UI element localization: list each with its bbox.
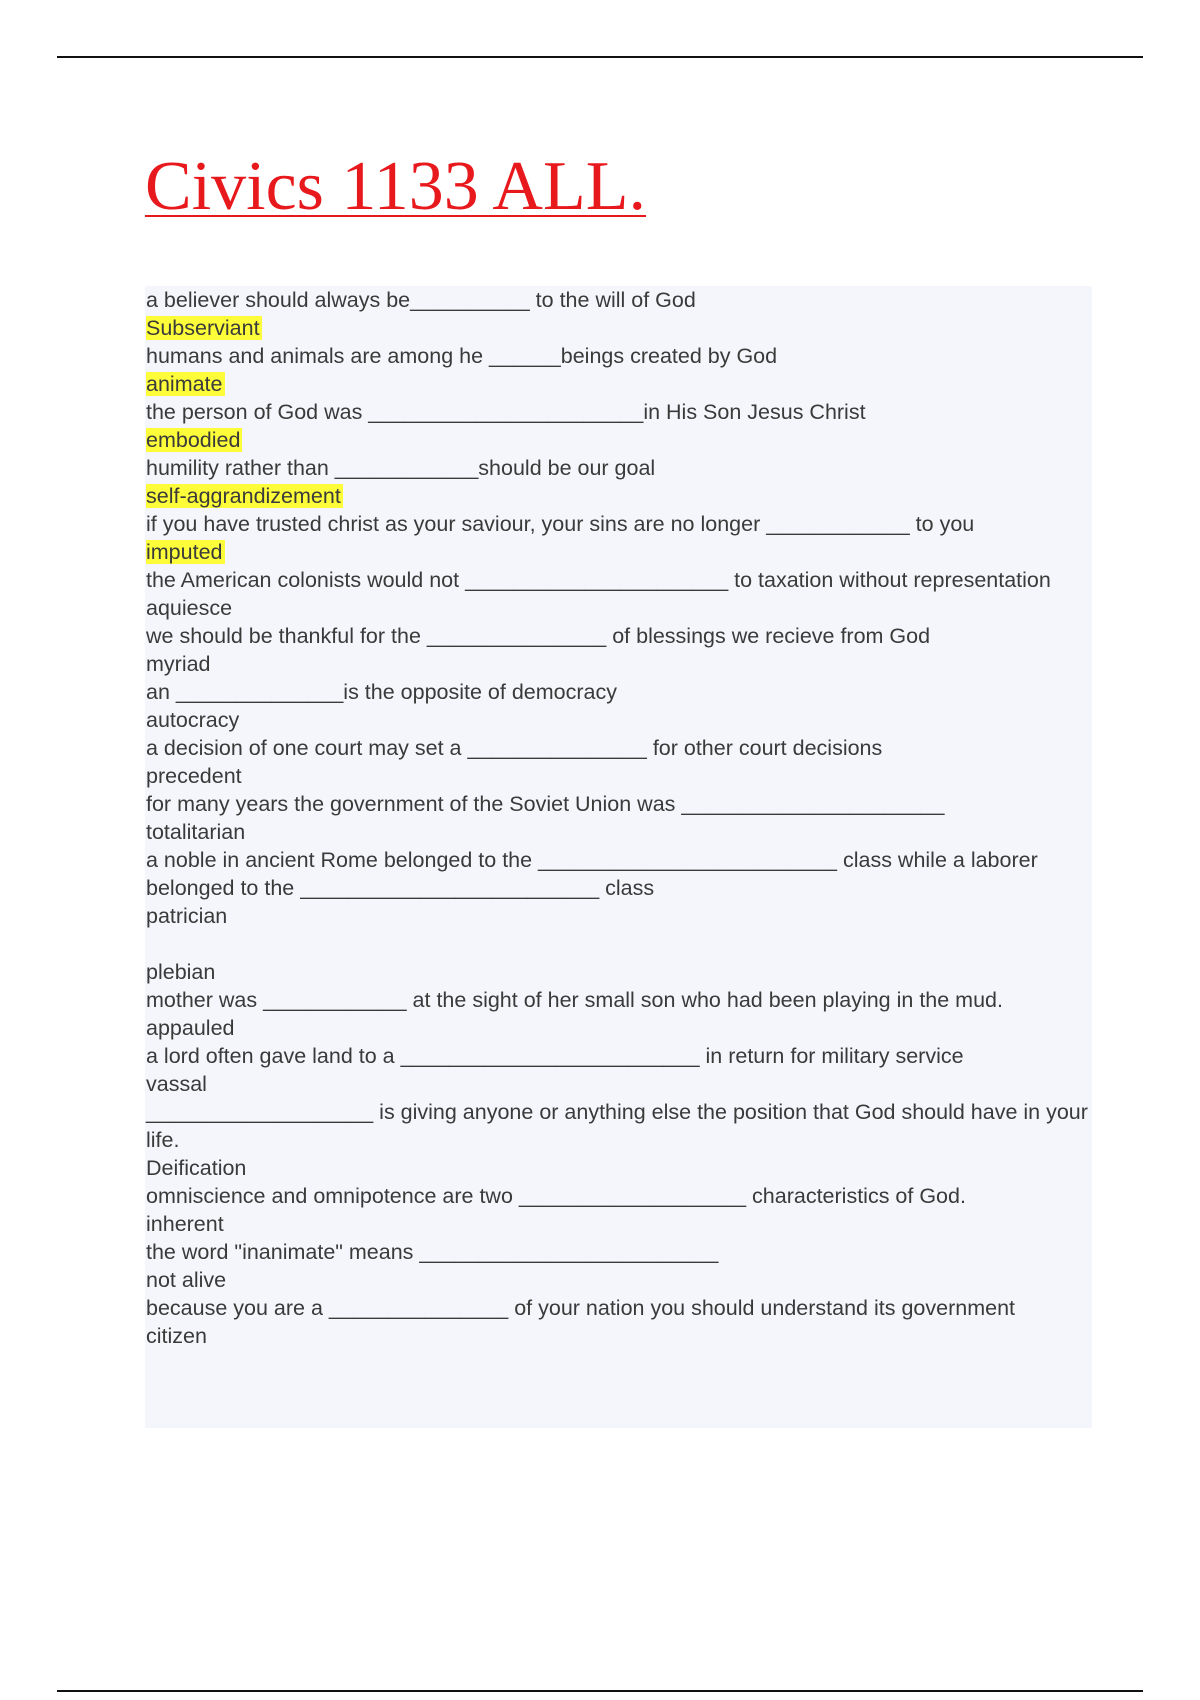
question-text: a lord often gave land to a _________________________ in return for military service (146, 1044, 964, 1068)
question-text: humans and animals are among he ______beings created by God (146, 344, 778, 368)
answer-text: myriad (146, 652, 211, 676)
answer-text: aquiesce (146, 596, 233, 620)
answer-text: patrician (146, 904, 228, 928)
question-text: an ______________is the opposite of democracy (146, 680, 617, 704)
question-text: ___________________ is giving anyone or anything else the position that God should have in your life. (146, 1100, 1094, 1152)
answer-text: vassal (146, 1072, 207, 1096)
top-rule (57, 56, 1143, 58)
highlighted-answer: animate (146, 372, 223, 396)
question-text: the American colonists would not ______________________ to taxation without representation (146, 568, 1051, 592)
bottom-rule (57, 1690, 1143, 1692)
highlighted-answer: imputed (146, 540, 223, 564)
answer-text: Deification (146, 1156, 247, 1180)
answer-text: inherent (146, 1212, 224, 1236)
question-text: for many years the government of the Soviet Union was ______________________ (146, 792, 945, 816)
question-text: because you are a _______________ of your nation you should understand its government (146, 1296, 1015, 1320)
highlighted-answer: self-aggrandizement (146, 484, 341, 508)
document-title: Civics 1133 ALL. (145, 148, 647, 225)
answer-text (146, 370, 1092, 398)
question-text: humility rather than ____________should be our goal (146, 456, 656, 480)
question-text: a believer should always be__________ to the will of God (146, 288, 696, 312)
answer-text: autocracy (146, 708, 240, 732)
highlighted-answer: Subserviant (146, 316, 260, 340)
answer-text: totalitarian (146, 820, 246, 844)
highlighted-answer: embodied (146, 428, 241, 452)
question-text: a noble in ancient Rome belonged to the _________________________ class while a laborer belonged to the _________________________ class (146, 848, 1044, 900)
answer-text: appauled (146, 1016, 235, 1040)
spacer (146, 930, 1092, 958)
question-text: mother was ____________ at the sight of her small son who had been playing in the mud. (146, 988, 1003, 1012)
answer-text (146, 482, 1092, 510)
qa-content (145, 286, 1092, 1350)
answer-text: citizen (146, 1324, 207, 1348)
answer-text (146, 426, 1092, 454)
answer-text: plebian (146, 960, 216, 984)
question-text: omniscience and omnipotence are two ___________________ characteristics of God. (146, 1184, 966, 1208)
answer-text (146, 314, 1092, 342)
question-text: the person of God was _______________________in His Son Jesus Christ (146, 400, 866, 424)
question-text: if you have trusted christ as your saviour, your sins are no longer ____________ to you (146, 512, 975, 536)
answer-text: precedent (146, 764, 242, 788)
answer-text (146, 538, 1092, 566)
question-text: the word "inanimate" means _________________________ (146, 1240, 719, 1264)
question-text: a decision of one court may set a _______________ for other court decisions (146, 736, 883, 760)
flashcard-list (145, 286, 1092, 1428)
answer-text: not alive (146, 1268, 227, 1292)
question-text: we should be thankful for the _______________ of blessings we recieve from God (146, 624, 931, 648)
